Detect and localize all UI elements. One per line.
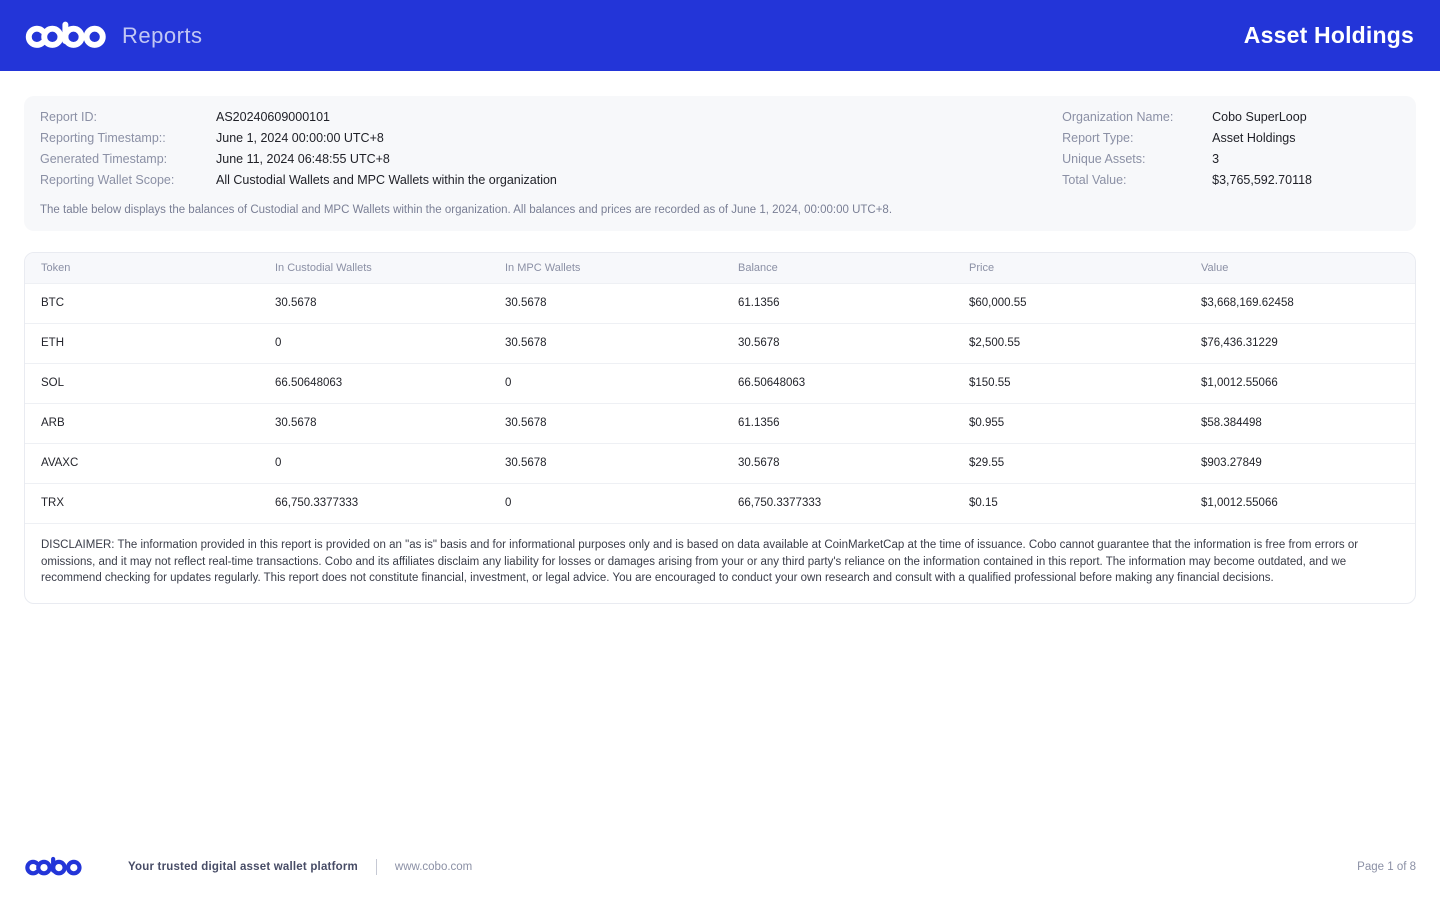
data-cell: 66,750.3377333 [722, 483, 953, 523]
cobo-logo-icon [24, 18, 112, 54]
asset-table-body [25, 283, 1415, 523]
table-row [25, 443, 1415, 483]
cobo-logo-footer-icon [24, 854, 86, 880]
data-cell: 30.5678 [489, 443, 722, 483]
token-cell: BTC [25, 283, 259, 323]
data-cell: $150.55 [953, 363, 1185, 403]
data-cell: 61.1356 [722, 283, 953, 323]
data-cell: 66,750.3377333 [259, 483, 489, 523]
data-cell: $76,436.31229 [1185, 323, 1415, 363]
data-cell: $3,668,169.62458 [1185, 283, 1415, 323]
table-row [25, 483, 1415, 523]
info-label: Report ID: [40, 110, 97, 124]
token-cell: ARB [25, 403, 259, 443]
data-cell: $903.27849 [1185, 443, 1415, 483]
column-header-token: Token [25, 253, 259, 283]
data-cell: $0.955 [953, 403, 1185, 443]
data-cell: $2,500.55 [953, 323, 1185, 363]
info-label: Total Value: [1062, 173, 1127, 187]
table-row [25, 283, 1415, 323]
table-row [25, 323, 1415, 363]
data-cell: 66.50648063 [259, 363, 489, 403]
footer-url-link[interactable]: www.cobo.com [394, 861, 473, 873]
data-cell: 30.5678 [259, 403, 489, 443]
info-label: Generated Timestamp: [40, 152, 168, 166]
cobo-logo [24, 18, 203, 54]
token-cell: AVAXC [25, 443, 259, 483]
report-info-right [1062, 110, 1312, 187]
column-header-price: Price [953, 253, 1185, 283]
info-label: Reporting Timestamp:: [40, 131, 166, 145]
asset-holdings-card [24, 252, 1416, 604]
info-value: AS20240609000101 [216, 110, 331, 124]
data-cell: 66.50648063 [722, 363, 953, 403]
data-cell: 0 [259, 443, 489, 483]
data-cell: 30.5678 [489, 323, 722, 363]
data-cell: 30.5678 [489, 403, 722, 443]
page-indicator: Page 1 of 8 [1357, 861, 1416, 873]
footer-tagline: Your trusted digital asset wallet platform [128, 861, 358, 873]
data-cell: $58.384498 [1185, 403, 1415, 443]
info-label: Organization Name: [1062, 110, 1174, 124]
data-cell: 0 [489, 363, 722, 403]
column-header-mpc: In MPC Wallets [489, 253, 722, 283]
info-label: Report Type: [1062, 131, 1134, 145]
column-header-balance: Balance [722, 253, 953, 283]
asset-holdings-table [25, 253, 1415, 523]
column-header-value: Value [1185, 253, 1415, 283]
info-label: Unique Assets: [1062, 152, 1146, 166]
table-row [25, 363, 1415, 403]
info-value: June 1, 2024 00:00:00 UTC+8 [216, 131, 384, 145]
app-name: Reports [122, 22, 203, 48]
info-value: All Custodial Wallets and MPC Wallets within the organization [216, 173, 557, 187]
top-header-bar [0, 0, 1440, 71]
footer-divider [376, 859, 377, 875]
data-cell: $1,0012.55066 [1185, 483, 1415, 523]
report-info-left [40, 110, 557, 187]
report-info-card [24, 96, 1416, 231]
info-value: Asset Holdings [1212, 131, 1296, 145]
data-cell: 0 [489, 483, 722, 523]
report-description: The table below displays the balances of Custodial and MPC Wallets within the organization. All balances and prices are recorded as of June 1, 2024, 00:00:00 UTC+8. [40, 204, 893, 216]
data-cell: 30.5678 [722, 443, 953, 483]
page-title: Asset Holdings [1243, 22, 1414, 48]
data-cell: 30.5678 [722, 323, 953, 363]
token-cell: ETH [25, 323, 259, 363]
table-row [25, 403, 1415, 443]
data-cell: $60,000.55 [953, 283, 1185, 323]
info-value: June 11, 2024 06:48:55 UTC+8 [216, 152, 390, 166]
token-cell: TRX [25, 483, 259, 523]
page-footer [0, 854, 1440, 900]
table-header-row [25, 253, 1415, 283]
info-value: Cobo SuperLoop [1212, 110, 1307, 124]
page-content [0, 71, 1440, 854]
data-cell: $29.55 [953, 443, 1185, 483]
column-header-custodial: In Custodial Wallets [259, 253, 489, 283]
data-cell: 30.5678 [489, 283, 722, 323]
data-cell: $1,0012.55066 [1185, 363, 1415, 403]
data-cell: 30.5678 [259, 283, 489, 323]
data-cell: 0 [259, 323, 489, 363]
data-cell: $0.15 [953, 483, 1185, 523]
info-value: 3 [1212, 152, 1220, 166]
disclaimer-text: DISCLAIMER: The information provided in this report is provided on an "as is" basis and for informational purposes only and is based on data available at CoinMarketCap at the time of issuance. Cobo cannot guarantee that the information is free from errors or omissions, and it may not reflect real-time transactions. Cobo and its affiliates disclaim any liability for losses or damages arising from your or any third party's reliance on the information contained in this report. The information may become outdated, and we recommend checking for updates regularly. This report does not constitute financial, investment, or legal advice. You are encouraged to conduct your own research and consult with a qualified professional before making any financial decisions. [25, 523, 1415, 603]
data-cell: 61.1356 [722, 403, 953, 443]
info-value: $3,765,592.70118 [1212, 173, 1312, 187]
info-label: Reporting Wallet Scope: [40, 173, 175, 187]
token-cell: SOL [25, 363, 259, 403]
